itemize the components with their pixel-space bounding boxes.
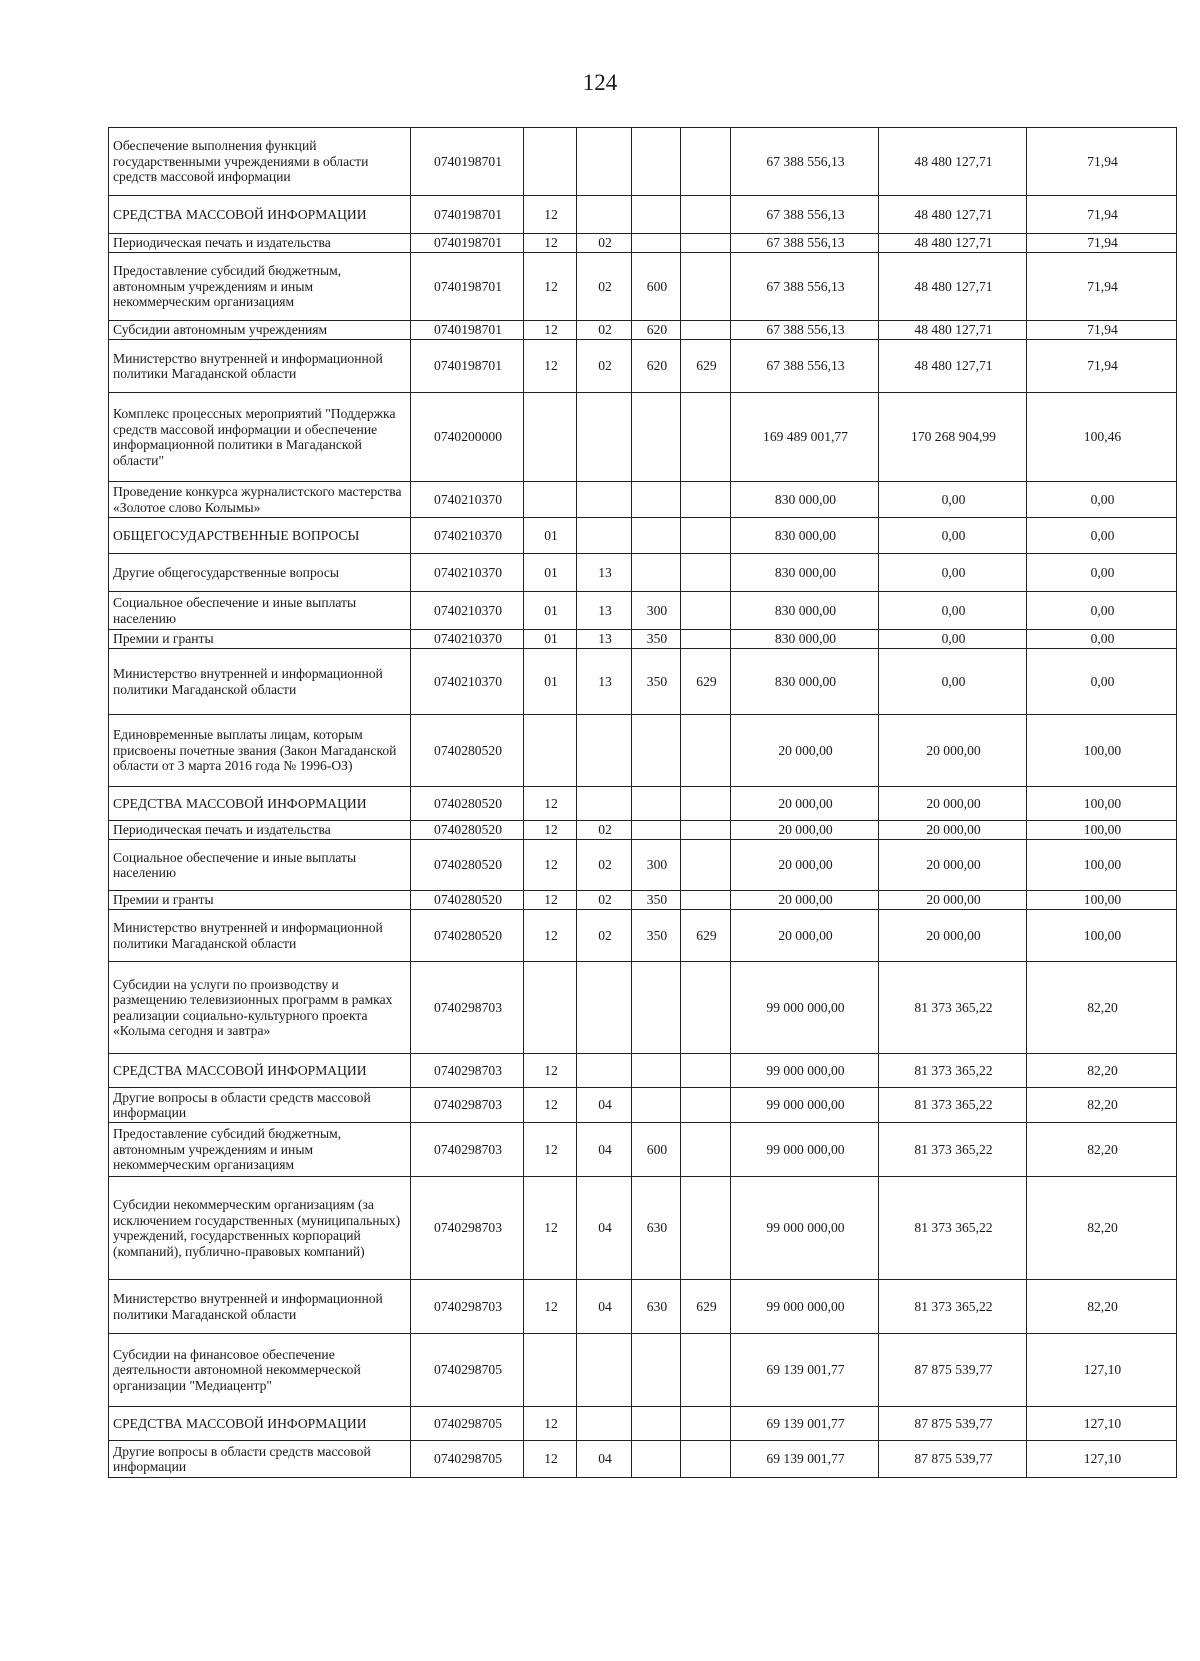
target-article-cell: 0740298703 bbox=[411, 1177, 524, 1280]
expense-type-cell: 350 bbox=[632, 891, 681, 910]
planned-amount-cell: 99 000 000,00 bbox=[731, 1088, 879, 1123]
table-row bbox=[109, 1334, 1177, 1407]
target-article-cell: 0740198701 bbox=[411, 321, 524, 340]
administrator-code-cell bbox=[681, 518, 731, 554]
table-row bbox=[109, 1177, 1177, 1280]
percent-cell: 82,20 bbox=[1027, 1088, 1177, 1123]
target-article-cell: 0740210370 bbox=[411, 482, 524, 518]
section-cell: 12 bbox=[524, 1441, 577, 1478]
actual-amount-cell: 20 000,00 bbox=[879, 715, 1027, 787]
percent-cell: 0,00 bbox=[1027, 554, 1177, 592]
row-name-cell: ОБЩЕГОСУДАРСТВЕННЫЕ ВОПРОСЫ bbox=[109, 518, 411, 554]
row-name-cell: Периодическая печать и издательства bbox=[109, 234, 411, 253]
expense-type-cell bbox=[632, 518, 681, 554]
administrator-code-cell: 629 bbox=[681, 1280, 731, 1334]
expense-type-cell bbox=[632, 715, 681, 787]
section-cell: 12 bbox=[524, 891, 577, 910]
planned-amount-cell: 169 489 001,77 bbox=[731, 393, 879, 482]
planned-amount-cell: 99 000 000,00 bbox=[731, 1280, 879, 1334]
target-article-cell: 0740280520 bbox=[411, 787, 524, 821]
administrator-code-cell bbox=[681, 891, 731, 910]
percent-cell: 71,94 bbox=[1027, 321, 1177, 340]
table-row bbox=[109, 1123, 1177, 1177]
administrator-code-cell bbox=[681, 1334, 731, 1407]
percent-cell: 0,00 bbox=[1027, 630, 1177, 649]
percent-cell: 100,00 bbox=[1027, 910, 1177, 962]
table-row bbox=[109, 518, 1177, 554]
row-name-cell: Другие вопросы в области средств массовой информации bbox=[109, 1441, 411, 1478]
subsection-cell bbox=[577, 518, 632, 554]
target-article-cell: 0740210370 bbox=[411, 592, 524, 630]
target-article-cell: 0740280520 bbox=[411, 821, 524, 840]
target-article-cell: 0740298705 bbox=[411, 1441, 524, 1478]
section-cell: 12 bbox=[524, 340, 577, 393]
planned-amount-cell: 830 000,00 bbox=[731, 649, 879, 715]
actual-amount-cell: 20 000,00 bbox=[879, 821, 1027, 840]
row-name-cell: Предоставление субсидий бюджетным, автономным учреждениям и иным некоммерческим организациям bbox=[109, 1123, 411, 1177]
expense-type-cell: 600 bbox=[632, 253, 681, 321]
target-article-cell: 0740280520 bbox=[411, 910, 524, 962]
percent-cell: 0,00 bbox=[1027, 518, 1177, 554]
planned-amount-cell: 830 000,00 bbox=[731, 592, 879, 630]
subsection-cell: 04 bbox=[577, 1280, 632, 1334]
expense-type-cell: 630 bbox=[632, 1177, 681, 1280]
subsection-cell: 02 bbox=[577, 234, 632, 253]
percent-cell: 0,00 bbox=[1027, 649, 1177, 715]
row-name-cell: Другие вопросы в области средств массовой информации bbox=[109, 1088, 411, 1123]
row-name-cell: Премии и гранты bbox=[109, 630, 411, 649]
target-article-cell: 0740198701 bbox=[411, 196, 524, 234]
subsection-cell bbox=[577, 715, 632, 787]
row-name-cell: Предоставление субсидий бюджетным, автономным учреждениям и иным некоммерческим организациям bbox=[109, 253, 411, 321]
administrator-code-cell bbox=[681, 840, 731, 891]
row-name-cell: Комплекс процессных мероприятий "Поддержка средств массовой информации и обеспечение информационной политики в Магаданской области" bbox=[109, 393, 411, 482]
section-cell: 12 bbox=[524, 1407, 577, 1441]
administrator-code-cell bbox=[681, 821, 731, 840]
table-row bbox=[109, 649, 1177, 715]
administrator-code-cell bbox=[681, 1123, 731, 1177]
subsection-cell bbox=[577, 482, 632, 518]
administrator-code-cell bbox=[681, 1054, 731, 1088]
target-article-cell: 0740198701 bbox=[411, 234, 524, 253]
planned-amount-cell: 67 388 556,13 bbox=[731, 196, 879, 234]
subsection-cell: 02 bbox=[577, 321, 632, 340]
planned-amount-cell: 67 388 556,13 bbox=[731, 340, 879, 393]
planned-amount-cell: 20 000,00 bbox=[731, 910, 879, 962]
table-row bbox=[109, 715, 1177, 787]
target-article-cell: 0740280520 bbox=[411, 715, 524, 787]
percent-cell: 100,00 bbox=[1027, 891, 1177, 910]
subsection-cell: 04 bbox=[577, 1177, 632, 1280]
subsection-cell: 02 bbox=[577, 910, 632, 962]
subsection-cell bbox=[577, 1334, 632, 1407]
table-row bbox=[109, 891, 1177, 910]
actual-amount-cell: 81 373 365,22 bbox=[879, 1280, 1027, 1334]
administrator-code-cell bbox=[681, 253, 731, 321]
target-article-cell: 0740298703 bbox=[411, 1280, 524, 1334]
actual-amount-cell: 81 373 365,22 bbox=[879, 1177, 1027, 1280]
table-row bbox=[109, 1280, 1177, 1334]
planned-amount-cell: 830 000,00 bbox=[731, 518, 879, 554]
percent-cell: 71,94 bbox=[1027, 253, 1177, 321]
administrator-code-cell bbox=[681, 234, 731, 253]
row-name-cell: Министерство внутренней и информационной политики Магаданской области bbox=[109, 910, 411, 962]
administrator-code-cell bbox=[681, 1088, 731, 1123]
section-cell: 12 bbox=[524, 1088, 577, 1123]
row-name-cell: Периодическая печать и издательства bbox=[109, 821, 411, 840]
administrator-code-cell: 629 bbox=[681, 649, 731, 715]
planned-amount-cell: 20 000,00 bbox=[731, 821, 879, 840]
percent-cell: 82,20 bbox=[1027, 1123, 1177, 1177]
subsection-cell bbox=[577, 787, 632, 821]
actual-amount-cell: 48 480 127,71 bbox=[879, 128, 1027, 196]
target-article-cell: 0740198701 bbox=[411, 128, 524, 196]
expense-type-cell: 620 bbox=[632, 340, 681, 393]
administrator-code-cell bbox=[681, 554, 731, 592]
expense-type-cell: 350 bbox=[632, 630, 681, 649]
actual-amount-cell: 0,00 bbox=[879, 518, 1027, 554]
section-cell bbox=[524, 128, 577, 196]
expense-type-cell bbox=[632, 1334, 681, 1407]
section-cell: 12 bbox=[524, 196, 577, 234]
subsection-cell: 13 bbox=[577, 630, 632, 649]
row-name-cell: Единовременные выплаты лицам, которым присвоены почетные звания (Закон Магаданской области от 3 марта 2016 года № 1996-ОЗ) bbox=[109, 715, 411, 787]
percent-cell: 0,00 bbox=[1027, 592, 1177, 630]
expense-type-cell: 350 bbox=[632, 910, 681, 962]
table-row bbox=[109, 821, 1177, 840]
table-row bbox=[109, 253, 1177, 321]
target-article-cell: 0740298703 bbox=[411, 962, 524, 1054]
administrator-code-cell bbox=[681, 630, 731, 649]
percent-cell: 82,20 bbox=[1027, 962, 1177, 1054]
actual-amount-cell: 87 875 539,77 bbox=[879, 1334, 1027, 1407]
planned-amount-cell: 67 388 556,13 bbox=[731, 234, 879, 253]
table-row bbox=[109, 1054, 1177, 1088]
planned-amount-cell: 99 000 000,00 bbox=[731, 1054, 879, 1088]
actual-amount-cell: 170 268 904,99 bbox=[879, 393, 1027, 482]
administrator-code-cell bbox=[681, 128, 731, 196]
planned-amount-cell: 20 000,00 bbox=[731, 891, 879, 910]
planned-amount-cell: 99 000 000,00 bbox=[731, 1177, 879, 1280]
row-name-cell: Субсидии на финансовое обеспечение деятельности автономной некоммерческой организации "Медиацентр" bbox=[109, 1334, 411, 1407]
row-name-cell: Социальное обеспечение и иные выплаты населению bbox=[109, 592, 411, 630]
row-name-cell: Министерство внутренней и информационной политики Магаданской области bbox=[109, 1280, 411, 1334]
expense-type-cell bbox=[632, 962, 681, 1054]
expense-type-cell bbox=[632, 821, 681, 840]
subsection-cell bbox=[577, 196, 632, 234]
target-article-cell: 0740280520 bbox=[411, 840, 524, 891]
subsection-cell: 02 bbox=[577, 891, 632, 910]
actual-amount-cell: 81 373 365,22 bbox=[879, 962, 1027, 1054]
expense-type-cell: 600 bbox=[632, 1123, 681, 1177]
planned-amount-cell: 830 000,00 bbox=[731, 630, 879, 649]
planned-amount-cell: 69 139 001,77 bbox=[731, 1441, 879, 1478]
percent-cell: 0,00 bbox=[1027, 482, 1177, 518]
row-name-cell: СРЕДСТВА МАССОВОЙ ИНФОРМАЦИИ bbox=[109, 196, 411, 234]
table-row bbox=[109, 1441, 1177, 1478]
actual-amount-cell: 0,00 bbox=[879, 592, 1027, 630]
planned-amount-cell: 20 000,00 bbox=[731, 787, 879, 821]
target-article-cell: 0740198701 bbox=[411, 340, 524, 393]
percent-cell: 100,00 bbox=[1027, 840, 1177, 891]
percent-cell: 127,10 bbox=[1027, 1334, 1177, 1407]
table-row bbox=[109, 592, 1177, 630]
table-row bbox=[109, 234, 1177, 253]
administrator-code-cell bbox=[681, 787, 731, 821]
actual-amount-cell: 87 875 539,77 bbox=[879, 1407, 1027, 1441]
table-row bbox=[109, 482, 1177, 518]
administrator-code-cell bbox=[681, 196, 731, 234]
row-name-cell: Обеспечение выполнения функций государственными учреждениями в области средств массовой информации bbox=[109, 128, 411, 196]
section-cell bbox=[524, 1334, 577, 1407]
percent-cell: 127,10 bbox=[1027, 1441, 1177, 1478]
percent-cell: 82,20 bbox=[1027, 1177, 1177, 1280]
planned-amount-cell: 830 000,00 bbox=[731, 554, 879, 592]
section-cell: 12 bbox=[524, 321, 577, 340]
administrator-code-cell bbox=[681, 1441, 731, 1478]
actual-amount-cell: 81 373 365,22 bbox=[879, 1054, 1027, 1088]
actual-amount-cell: 0,00 bbox=[879, 649, 1027, 715]
section-cell: 12 bbox=[524, 234, 577, 253]
section-cell: 12 bbox=[524, 1280, 577, 1334]
target-article-cell: 0740210370 bbox=[411, 649, 524, 715]
planned-amount-cell: 69 139 001,77 bbox=[731, 1407, 879, 1441]
row-name-cell: Субсидии некоммерческим организациям (за исключением государственных (муниципальных) учреждений, государственных корпораций (компаний), публично-правовых компаний) bbox=[109, 1177, 411, 1280]
table-row bbox=[109, 840, 1177, 891]
expense-type-cell bbox=[632, 128, 681, 196]
administrator-code-cell: 629 bbox=[681, 340, 731, 393]
section-cell bbox=[524, 482, 577, 518]
percent-cell: 127,10 bbox=[1027, 1407, 1177, 1441]
target-article-cell: 0740210370 bbox=[411, 518, 524, 554]
expense-type-cell: 620 bbox=[632, 321, 681, 340]
subsection-cell: 04 bbox=[577, 1441, 632, 1478]
table-row bbox=[109, 787, 1177, 821]
percent-cell: 100,00 bbox=[1027, 821, 1177, 840]
actual-amount-cell: 48 480 127,71 bbox=[879, 340, 1027, 393]
actual-amount-cell: 0,00 bbox=[879, 630, 1027, 649]
table-row bbox=[109, 1407, 1177, 1441]
subsection-cell: 13 bbox=[577, 649, 632, 715]
section-cell: 01 bbox=[524, 630, 577, 649]
subsection-cell: 13 bbox=[577, 592, 632, 630]
administrator-code-cell: 629 bbox=[681, 910, 731, 962]
percent-cell: 71,94 bbox=[1027, 234, 1177, 253]
section-cell: 12 bbox=[524, 1123, 577, 1177]
administrator-code-cell bbox=[681, 393, 731, 482]
subsection-cell: 02 bbox=[577, 821, 632, 840]
planned-amount-cell: 20 000,00 bbox=[731, 715, 879, 787]
expense-type-cell bbox=[632, 554, 681, 592]
administrator-code-cell bbox=[681, 715, 731, 787]
subsection-cell bbox=[577, 962, 632, 1054]
section-cell: 12 bbox=[524, 821, 577, 840]
row-name-cell: Министерство внутренней и информационной политики Магаданской области bbox=[109, 340, 411, 393]
planned-amount-cell: 20 000,00 bbox=[731, 840, 879, 891]
administrator-code-cell bbox=[681, 1177, 731, 1280]
expense-type-cell bbox=[632, 1088, 681, 1123]
expense-type-cell bbox=[632, 234, 681, 253]
expense-type-cell: 300 bbox=[632, 592, 681, 630]
planned-amount-cell: 69 139 001,77 bbox=[731, 1334, 879, 1407]
actual-amount-cell: 48 480 127,71 bbox=[879, 196, 1027, 234]
table-row bbox=[109, 554, 1177, 592]
target-article-cell: 0740298703 bbox=[411, 1088, 524, 1123]
row-name-cell: СРЕДСТВА МАССОВОЙ ИНФОРМАЦИИ bbox=[109, 1054, 411, 1088]
percent-cell: 71,94 bbox=[1027, 128, 1177, 196]
section-cell: 12 bbox=[524, 910, 577, 962]
planned-amount-cell: 67 388 556,13 bbox=[731, 128, 879, 196]
percent-cell: 100,46 bbox=[1027, 393, 1177, 482]
row-name-cell: Социальное обеспечение и иные выплаты населению bbox=[109, 840, 411, 891]
row-name-cell: Премии и гранты bbox=[109, 891, 411, 910]
actual-amount-cell: 20 000,00 bbox=[879, 910, 1027, 962]
section-cell bbox=[524, 715, 577, 787]
administrator-code-cell bbox=[681, 321, 731, 340]
row-name-cell: Проведение конкурса журналистского мастерства «Золотое слово Колымы» bbox=[109, 482, 411, 518]
section-cell: 01 bbox=[524, 518, 577, 554]
administrator-code-cell bbox=[681, 592, 731, 630]
target-article-cell: 0740200000 bbox=[411, 393, 524, 482]
percent-cell: 82,20 bbox=[1027, 1280, 1177, 1334]
subsection-cell bbox=[577, 128, 632, 196]
section-cell bbox=[524, 962, 577, 1054]
target-article-cell: 0740298703 bbox=[411, 1054, 524, 1088]
table-row bbox=[109, 910, 1177, 962]
table-row bbox=[109, 196, 1177, 234]
section-cell: 12 bbox=[524, 1177, 577, 1280]
row-name-cell: Субсидии на услуги по производству и размещению телевизионных программ в рамках реализации социально-культурного проекта «Колыма сегодня и завтра» bbox=[109, 962, 411, 1054]
percent-cell: 100,00 bbox=[1027, 715, 1177, 787]
section-cell: 01 bbox=[524, 592, 577, 630]
row-name-cell: Другие общегосударственные вопросы bbox=[109, 554, 411, 592]
subsection-cell: 02 bbox=[577, 840, 632, 891]
subsection-cell: 13 bbox=[577, 554, 632, 592]
table-row bbox=[109, 128, 1177, 196]
actual-amount-cell: 48 480 127,71 bbox=[879, 253, 1027, 321]
target-article-cell: 0740198701 bbox=[411, 253, 524, 321]
expense-type-cell bbox=[632, 393, 681, 482]
row-name-cell: СРЕДСТВА МАССОВОЙ ИНФОРМАЦИИ bbox=[109, 1407, 411, 1441]
target-article-cell: 0740210370 bbox=[411, 630, 524, 649]
subsection-cell: 04 bbox=[577, 1123, 632, 1177]
actual-amount-cell: 20 000,00 bbox=[879, 840, 1027, 891]
actual-amount-cell: 20 000,00 bbox=[879, 787, 1027, 821]
percent-cell: 71,94 bbox=[1027, 196, 1177, 234]
section-cell: 01 bbox=[524, 554, 577, 592]
table-row bbox=[109, 393, 1177, 482]
section-cell: 12 bbox=[524, 1054, 577, 1088]
table-row bbox=[109, 340, 1177, 393]
expense-type-cell bbox=[632, 1407, 681, 1441]
table-row bbox=[109, 321, 1177, 340]
subsection-cell: 04 bbox=[577, 1088, 632, 1123]
expense-type-cell bbox=[632, 787, 681, 821]
table-row bbox=[109, 1088, 1177, 1123]
expense-type-cell: 300 bbox=[632, 840, 681, 891]
expense-type-cell: 630 bbox=[632, 1280, 681, 1334]
planned-amount-cell: 99 000 000,00 bbox=[731, 962, 879, 1054]
percent-cell: 71,94 bbox=[1027, 340, 1177, 393]
administrator-code-cell bbox=[681, 962, 731, 1054]
actual-amount-cell: 0,00 bbox=[879, 554, 1027, 592]
subsection-cell: 02 bbox=[577, 253, 632, 321]
budget-execution-table bbox=[108, 127, 1177, 1478]
planned-amount-cell: 67 388 556,13 bbox=[731, 253, 879, 321]
target-article-cell: 0740298703 bbox=[411, 1123, 524, 1177]
subsection-cell bbox=[577, 1054, 632, 1088]
planned-amount-cell: 67 388 556,13 bbox=[731, 321, 879, 340]
row-name-cell: СРЕДСТВА МАССОВОЙ ИНФОРМАЦИИ bbox=[109, 787, 411, 821]
actual-amount-cell: 48 480 127,71 bbox=[879, 234, 1027, 253]
page-number: 124 bbox=[582, 70, 618, 95]
planned-amount-cell: 830 000,00 bbox=[731, 482, 879, 518]
row-name-cell: Министерство внутренней и информационной политики Магаданской области bbox=[109, 649, 411, 715]
section-cell: 12 bbox=[524, 253, 577, 321]
actual-amount-cell: 20 000,00 bbox=[879, 891, 1027, 910]
actual-amount-cell: 81 373 365,22 bbox=[879, 1088, 1027, 1123]
administrator-code-cell bbox=[681, 482, 731, 518]
percent-cell: 82,20 bbox=[1027, 1054, 1177, 1088]
section-cell: 12 bbox=[524, 840, 577, 891]
target-article-cell: 0740298705 bbox=[411, 1334, 524, 1407]
expense-type-cell bbox=[632, 196, 681, 234]
percent-cell: 100,00 bbox=[1027, 787, 1177, 821]
subsection-cell bbox=[577, 1407, 632, 1441]
table-row bbox=[109, 962, 1177, 1054]
table-row bbox=[109, 630, 1177, 649]
subsection-cell: 02 bbox=[577, 340, 632, 393]
target-article-cell: 0740280520 bbox=[411, 891, 524, 910]
actual-amount-cell: 0,00 bbox=[879, 482, 1027, 518]
expense-type-cell bbox=[632, 1054, 681, 1088]
section-cell: 01 bbox=[524, 649, 577, 715]
planned-amount-cell: 99 000 000,00 bbox=[731, 1123, 879, 1177]
subsection-cell bbox=[577, 393, 632, 482]
target-article-cell: 0740298705 bbox=[411, 1407, 524, 1441]
row-name-cell: Субсидии автономным учреждениям bbox=[109, 321, 411, 340]
actual-amount-cell: 81 373 365,22 bbox=[879, 1123, 1027, 1177]
target-article-cell: 0740210370 bbox=[411, 554, 524, 592]
section-cell: 12 bbox=[524, 787, 577, 821]
expense-type-cell: 350 bbox=[632, 649, 681, 715]
actual-amount-cell: 48 480 127,71 bbox=[879, 321, 1027, 340]
actual-amount-cell: 87 875 539,77 bbox=[879, 1441, 1027, 1478]
expense-type-cell bbox=[632, 1441, 681, 1478]
administrator-code-cell bbox=[681, 1407, 731, 1441]
section-cell bbox=[524, 393, 577, 482]
expense-type-cell bbox=[632, 482, 681, 518]
